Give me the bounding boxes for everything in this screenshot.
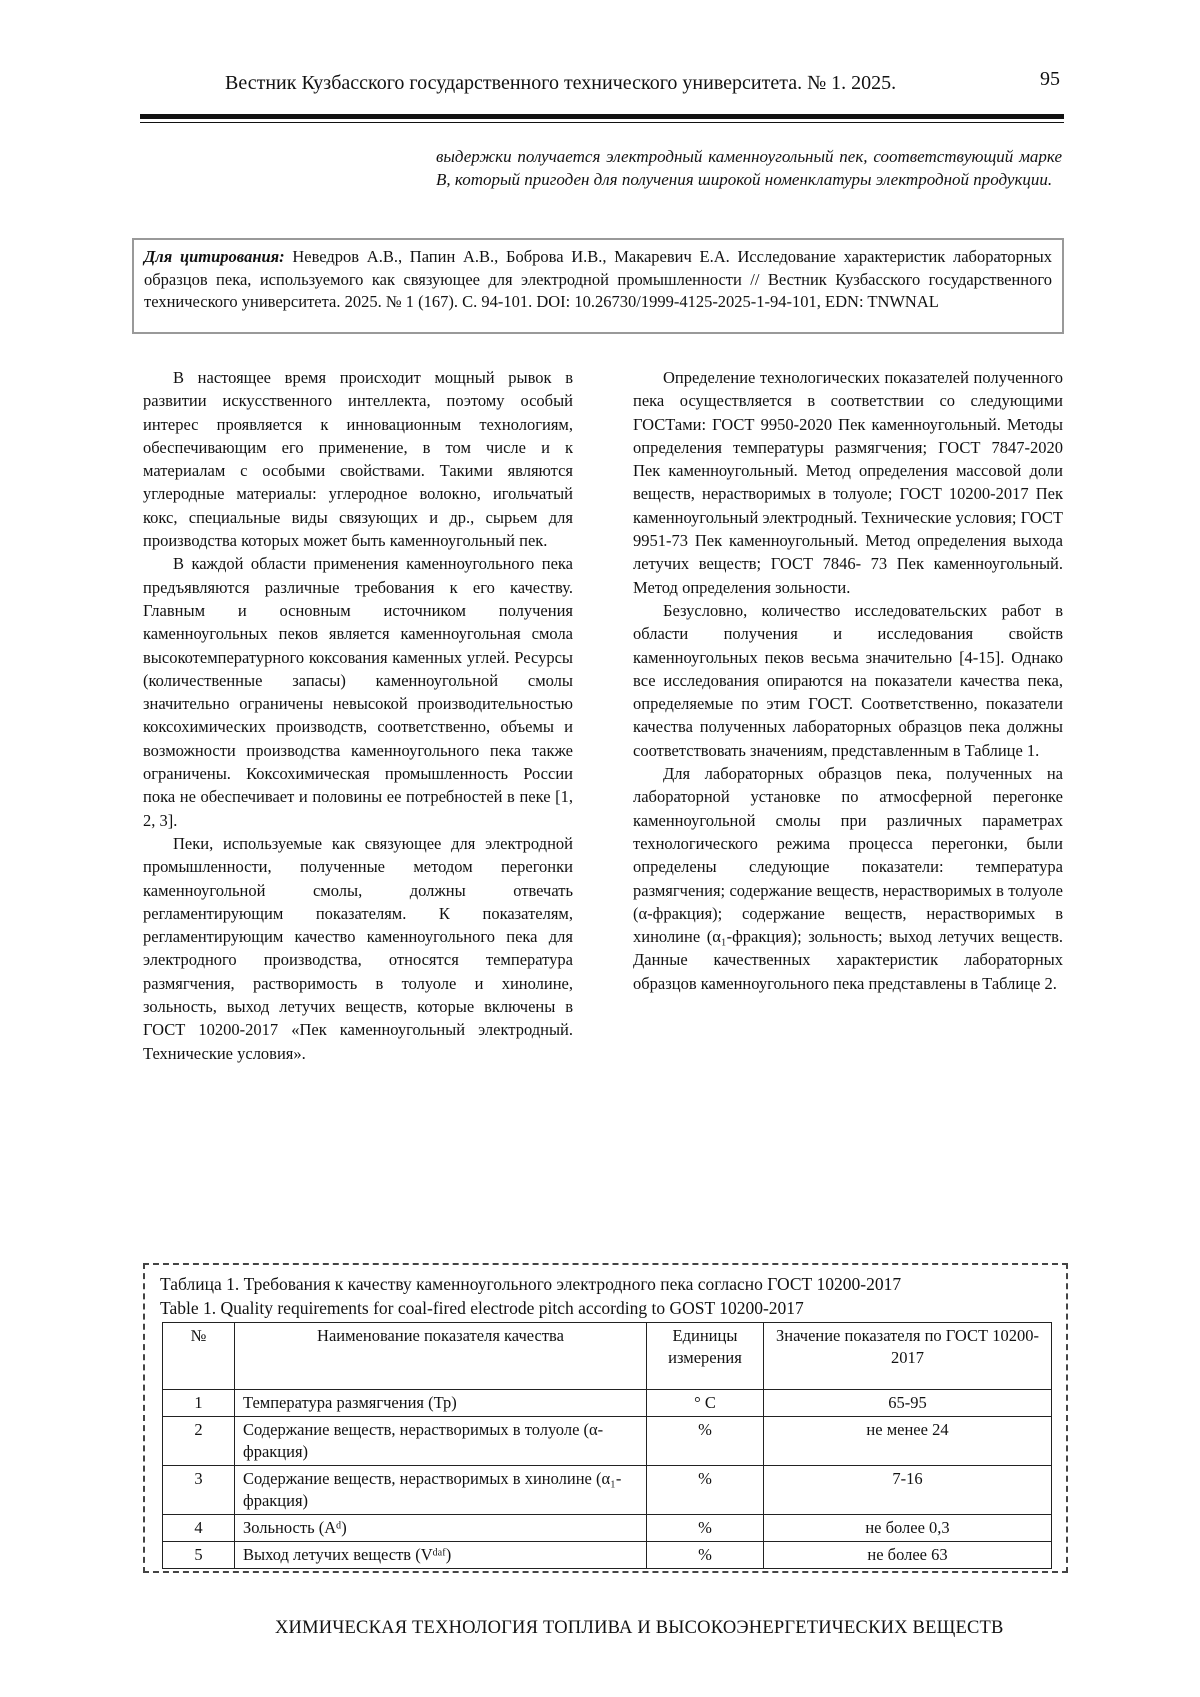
- cell-unit: ° С: [647, 1390, 764, 1417]
- table-row: [163, 1515, 1052, 1542]
- citation-label: Для цитирования:: [144, 247, 285, 266]
- header-value: Значение показателя по ГОСТ 10200-2017: [764, 1323, 1052, 1390]
- cell-num: 4: [163, 1515, 235, 1542]
- header-num: №: [163, 1323, 235, 1390]
- cell-num: 2: [163, 1417, 235, 1466]
- table-caption-ru: Таблица 1. Требования к качеству каменноугольного электродного пека согласно ГОСТ 10200-2017: [160, 1274, 902, 1294]
- cell-name: Содержание веществ, нерастворимых в толуоле (α-фракция): [235, 1417, 647, 1466]
- cell-unit: %: [647, 1515, 764, 1542]
- citation-text: Неведров А.В., Папин А.В., Боброва И.В., Макаревич Е.А. Исследование характеристик лабораторных образцов пека, используемого как связующее для электродной промышленности // Вестник Кузбасского государственного технического университета. 2025. № 1 (167). С. 94-101. DOI: 10.26730/1999-4125-2025-1-94-101, EDN: TNWNAL: [144, 247, 1053, 311]
- table-row: [163, 1390, 1052, 1417]
- page-number: 95: [1040, 68, 1060, 90]
- table-row: [163, 1542, 1052, 1569]
- table-caption-en: Table 1. Quality requirements for coal-fired electrode pitch according to GOST 10200-2017: [160, 1298, 804, 1318]
- section-footer: ХИМИЧЕСКАЯ ТЕХНОЛОГИЯ ТОПЛИВА И ВЫСОКОЭНЕРГЕТИЧЕСКИХ ВЕЩЕСТВ: [275, 1618, 1004, 1638]
- table-row: [163, 1417, 1052, 1466]
- header-rule-thick: [140, 114, 1064, 119]
- right-paragraph: Определение технологических показателей полученного пека осуществляется в соответствии со следующими ГОСТами: ГОСТ 9950-2020 Пек каменноугольный. Методы определения температуры размягчения; ГОСТ 7847-2020 Пек каменноугольный. Метод определения массовой доли веществ, нерастворимых в толуоле; ГОСТ 10200-2017 Пек каменноугольный электродный. Технические условия; ГОСТ 9951-73 Пек каменноугольный. Метод определения выхода летучих веществ; ГОСТ 7846- 73 Пек каменноугольный. Метод определения зольности.: [633, 368, 1063, 597]
- cell-num: 1: [163, 1390, 235, 1417]
- table-row: [163, 1466, 1052, 1515]
- abstract-tail: выдержки получается электродный каменноугольный пек, соответствующий марке В, который пригоден для получения широкой номенклатуры электродной продукции.: [436, 147, 1062, 189]
- journal-header: Вестник Кузбасского государственного технического университета. № 1. 2025.: [225, 72, 897, 94]
- cell-name: Содержание веществ, нерастворимых в хинолине (α₁-фракция): [235, 1466, 647, 1515]
- cell-value: 7-16: [764, 1466, 1052, 1515]
- cell-unit: %: [647, 1466, 764, 1515]
- left-paragraph: Пеки, используемые как связующее для электродной промышленности, полученные методом перегонки каменноугольной смолы, должны отвечать регламентирующим показателям. К показателям, регламентирующим качество каменноугольного пека для электродного производства, относятся температура размягчения, растворимость в толуоле и хинолине, зольность, выход летучих веществ, которые включены в ГОСТ 10200-2017 «Пек каменноугольный электродный. Технические условия».: [143, 833, 573, 1063]
- right-paragraph: Для лабораторных образцов пека, полученных на лабораторной установке по атмосферной перегонке каменноугольной смолы при различных параметрах технологического режима процесса перегонки, были определены следующие показатели: температура размягчения; содержание веществ, нерастворимых в толуоле (α-фракция); содержание веществ, нерастворимых в хинолине (α₁-фракция); зольность; выход летучих веществ. Данные качественных характеристик лабораторных образцов каменноугольного пека представлены в Таблице 2.: [633, 764, 1063, 993]
- left-paragraph: В каждой области применения каменноугольного пека предъявляются различные требования к его качеству. Главным и основным источником получения каменноугольных пеков является каменноугольная смола высокотемпературного коксования каменных углей. Ресурсы (количественные запасы) каменноугольной смолы значительно ограничены невысокой производительностью коксохимических производств, соответственно, объемы и возможности производства каменноугольного пека также ограничены. Коксохимическая промышленность России пока не обеспечивает и половины ее потребностей в пеке [1, 2, 3].: [143, 554, 573, 830]
- cell-value: 65-95: [764, 1390, 1052, 1417]
- requirements-table: [162, 1322, 1052, 1569]
- left-paragraph: В настоящее время происходит мощный рывок в развитии искусственного интеллекта, поэтому особый интерес проявляется к инновационным технологиям, обеспечивающим его применение, в том числе и к материалам с особыми свойствами. Такими являются углеродные материалы: углеродное волокно, игольчатый кокс, специальные виды связующих и др., сырьем для производства которых может быть каменноугольный пек.: [143, 368, 573, 551]
- header-unit: Единицы измерения: [647, 1323, 764, 1390]
- cell-unit: %: [647, 1417, 764, 1466]
- cell-num: 3: [163, 1466, 235, 1515]
- header-rule-thin: [140, 122, 1064, 123]
- cell-num: 5: [163, 1542, 235, 1569]
- cell-name: Температура размягчения (Тр): [235, 1390, 647, 1417]
- cell-value: не менее 24: [764, 1417, 1052, 1466]
- citation-box: [132, 238, 1064, 334]
- cell-value: не более 63: [764, 1542, 1052, 1569]
- cell-name: Выход летучих веществ (Vᵈᵃᶠ): [235, 1542, 647, 1569]
- right-column: [633, 366, 1063, 995]
- left-column: [143, 366, 573, 1065]
- header-name: Наименование показателя качества: [235, 1323, 647, 1390]
- right-paragraph: Безусловно, количество исследовательских работ в области получения и исследования свойств каменноугольных пеков весьма значительно [4-15]. Однако все исследования опираются на показатели качества пека, определяемые по этим ГОСТ. Соответственно, показатели качества полученных лабораторных образцов пека должны соответствовать значениям, представленным в Таблице 1.: [633, 600, 1063, 760]
- table-header-row: [163, 1323, 1052, 1390]
- cell-name: Зольность (Aᵈ): [235, 1515, 647, 1542]
- cell-unit: %: [647, 1542, 764, 1569]
- cell-value: не более 0,3: [764, 1515, 1052, 1542]
